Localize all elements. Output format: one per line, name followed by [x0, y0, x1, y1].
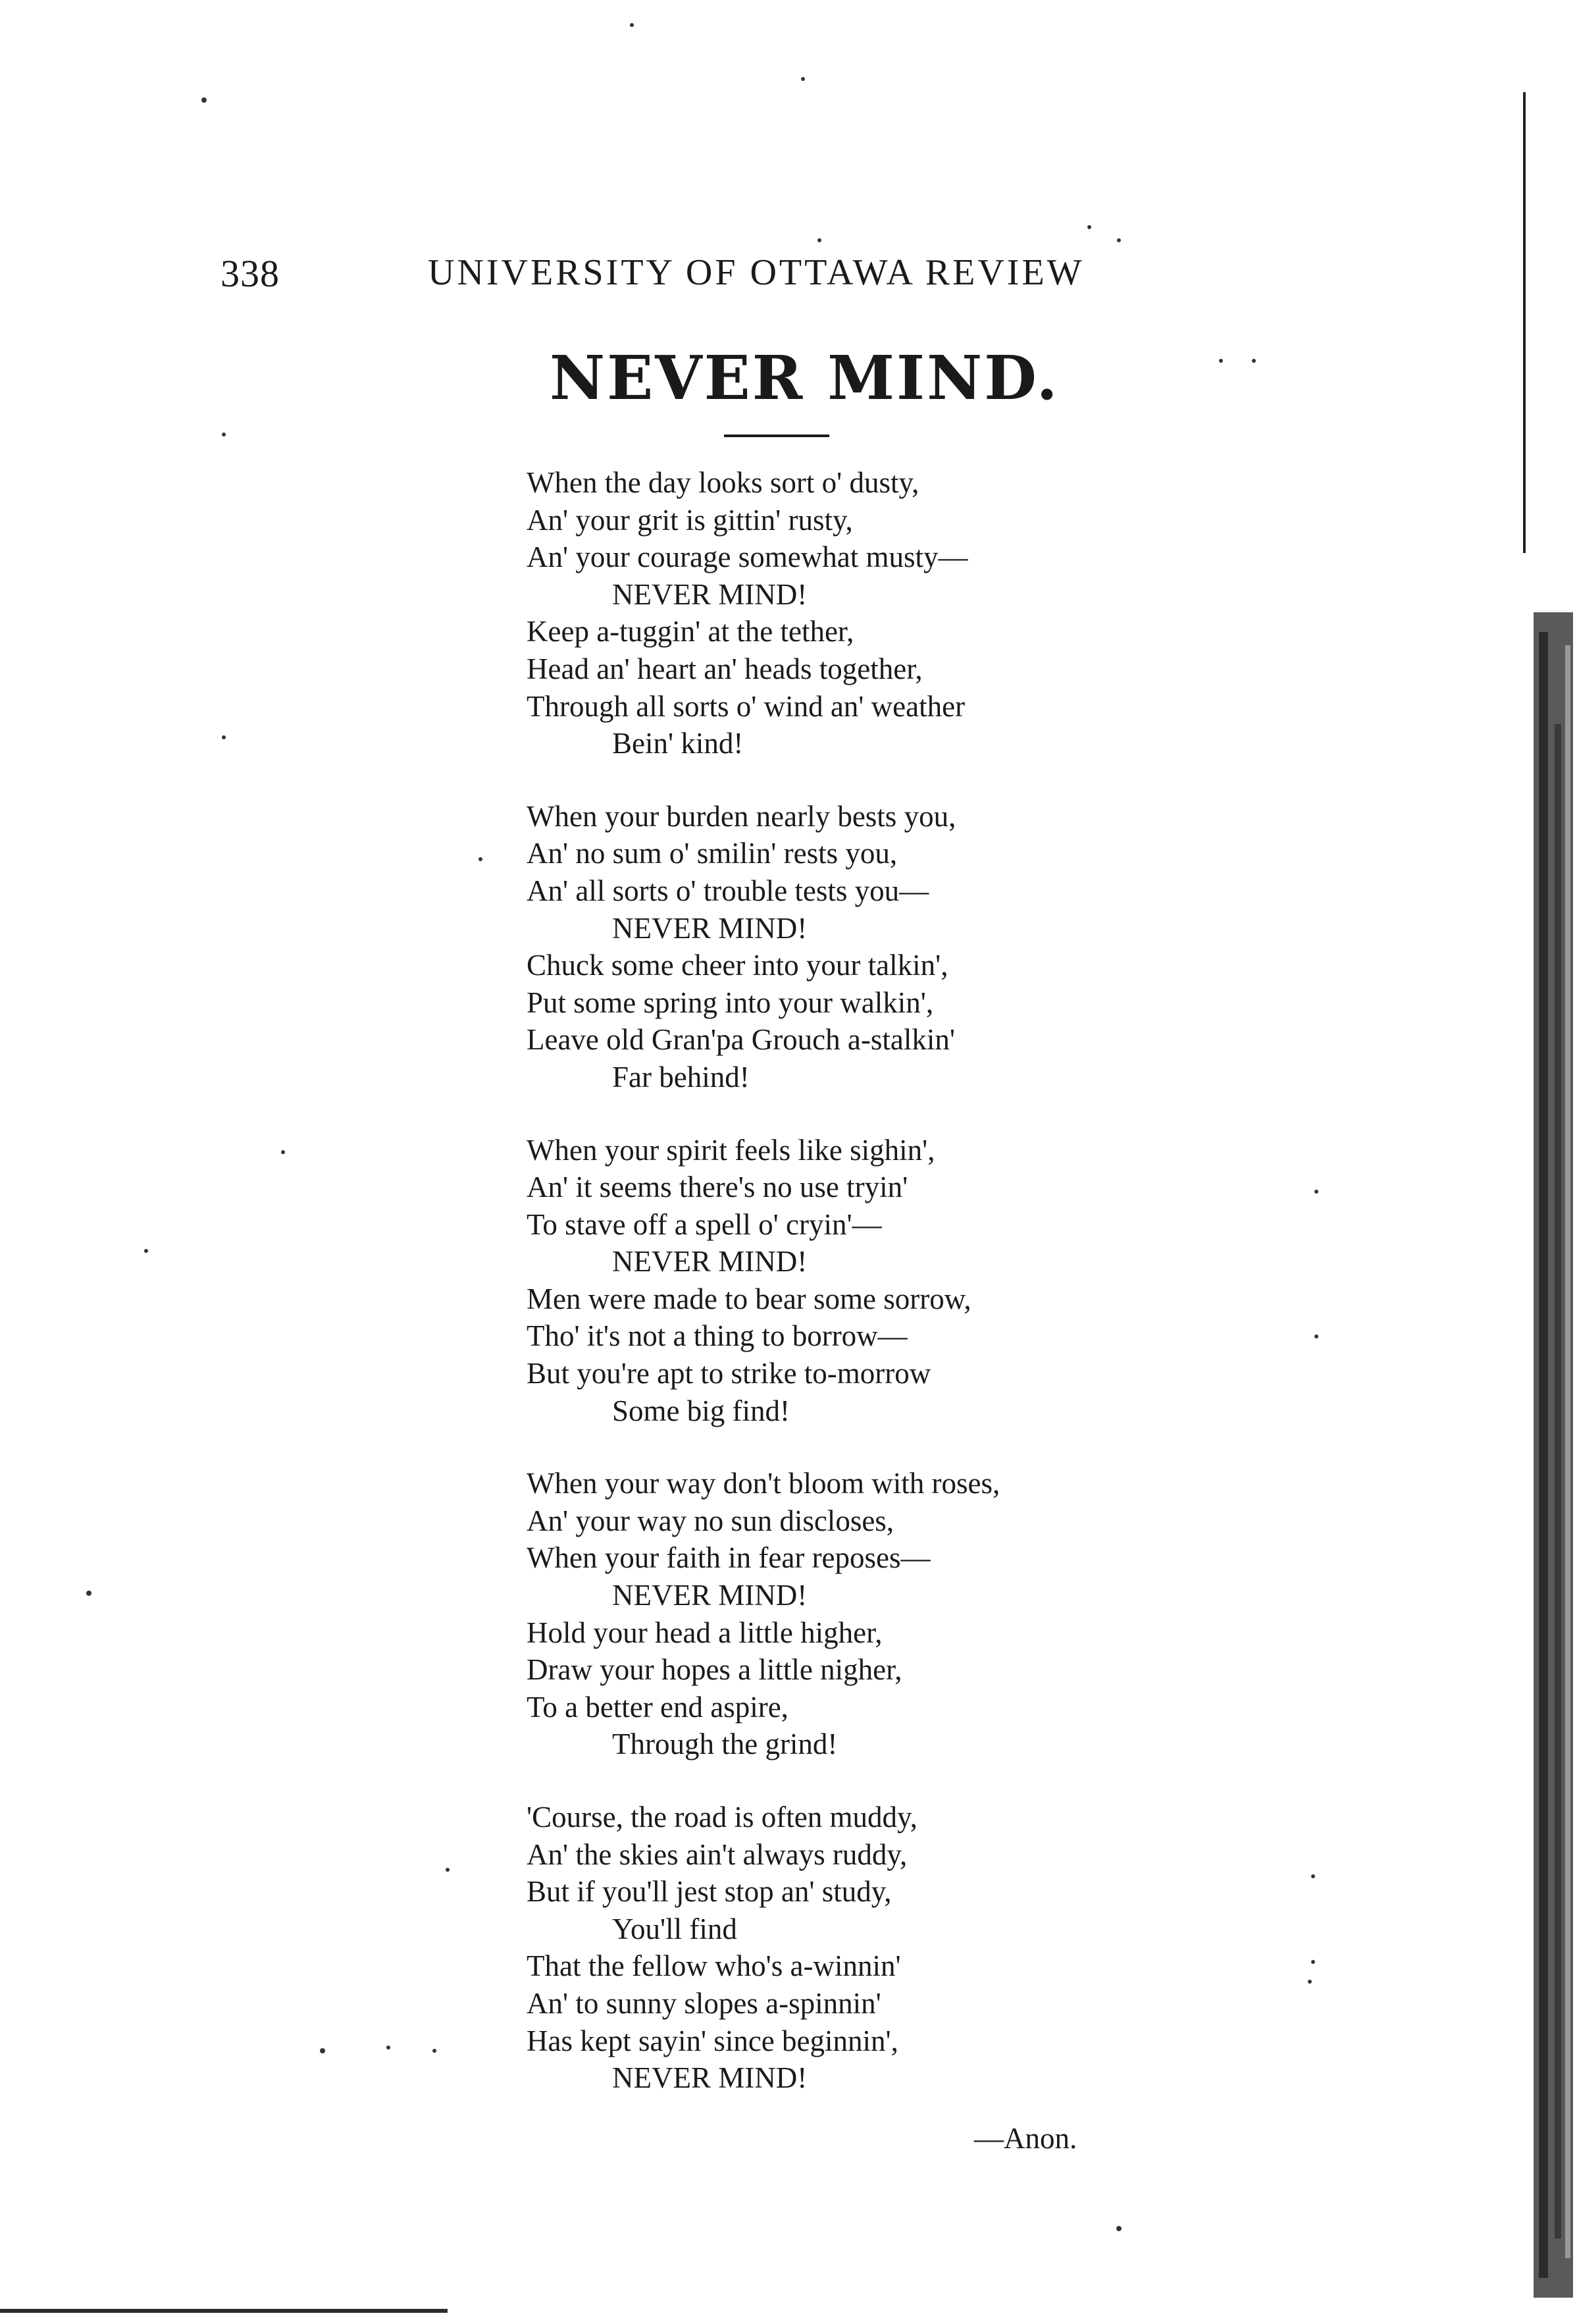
poem-line: That the fellow who's a-winnin' — [527, 1949, 901, 1983]
poem-line: Head an' heart an' heads together, — [527, 652, 923, 685]
poem-line: When your burden nearly bests you, — [527, 799, 956, 833]
poem-line: An' it seems there's no use tryin' — [527, 1171, 908, 1204]
poem-stanza — [527, 464, 1185, 762]
poem-refrain-line: Some big find! — [612, 1394, 790, 1427]
poem-refrain-line: Bein' kind! — [612, 727, 744, 760]
poem-line: Men were made to bear some sorrow, — [527, 1282, 971, 1315]
poem-refrain-line: Far behind! — [612, 1060, 750, 1094]
poem-line: Chuck some cheer into your talkin', — [527, 949, 948, 982]
poem-line: 'Course, the road is often muddy, — [527, 1801, 918, 1834]
poem-refrain-line: NEVER MIND! — [612, 1579, 808, 1612]
poem-refrain-line: NEVER MIND! — [612, 911, 808, 945]
poem-stanza — [527, 1132, 1185, 1430]
poem-body — [527, 464, 1185, 2132]
poem-line: To stave off a spell o' cryin'— — [527, 1207, 882, 1241]
poem-line: But you're apt to strike to-morrow — [527, 1357, 931, 1390]
poem-line: Hold your head a little higher, — [527, 1616, 883, 1649]
poem-refrain-line: NEVER MIND! — [612, 1245, 808, 1279]
poem-line: When your way don't bloom with roses, — [527, 1467, 1000, 1500]
poem-line: Keep a-tuggin' at the tether, — [527, 615, 854, 648]
poem-line: Through all sorts o' wind an' weather — [527, 689, 966, 723]
poem-title: NEVER MIND. — [550, 342, 1060, 413]
title-rule — [724, 435, 829, 437]
bottom-rule — [0, 2308, 474, 2314]
poem-line: When your spirit feels like sighin', — [527, 1133, 935, 1167]
poem-stanza — [527, 1465, 1185, 1763]
poem-line: To a better end aspire, — [527, 1690, 788, 1724]
scanned-page-edge — [1514, 0, 1577, 2324]
running-title: UNIVERSITY OF OTTAWA REVIEW — [428, 252, 1085, 293]
poem-line: An' no sum o' smilin' rests you, — [527, 837, 898, 870]
poem-refrain-line: NEVER MIND! — [612, 2061, 808, 2095]
poem-line: When your faith in fear reposes— — [527, 1541, 931, 1575]
poem-line: An' your way no sun discloses, — [527, 1504, 894, 1537]
poem-line: Put some spring into your walkin', — [527, 986, 934, 1019]
poem-line: Has kept sayin' since beginnin', — [527, 2024, 898, 2057]
poem-refrain-line: NEVER MIND! — [612, 577, 808, 611]
poem-line: An' the skies ain't always ruddy, — [527, 1837, 908, 1871]
poem-line: Leave old Gran'pa Grouch a-stalkin' — [527, 1023, 955, 1057]
poem-refrain-line: Through the grind! — [612, 1728, 838, 1761]
poem-line: But if you'll jest stop an' study, — [527, 1875, 892, 1909]
poem-line: An' your grit is gittin' rusty, — [527, 503, 853, 537]
page-number: 338 — [220, 252, 280, 295]
poem-line: An' your courage somewhat musty— — [527, 541, 968, 574]
poem-line: An' to sunny slopes a-spinnin' — [527, 1986, 881, 2020]
poem-line: Draw your hopes a little nigher, — [527, 1653, 902, 1687]
poem-stanza — [527, 1799, 1185, 2097]
poem-refrain-line: You'll find — [612, 1912, 737, 1945]
poem-line: An' all sorts o' trouble tests you— — [527, 874, 929, 907]
poem-stanza — [527, 798, 1185, 1096]
poem-line: When the day looks sort o' dusty, — [527, 466, 919, 499]
poem-line: Tho' it's not a thing to borrow— — [527, 1319, 908, 1353]
attribution: —Anon. — [974, 2122, 1077, 2155]
